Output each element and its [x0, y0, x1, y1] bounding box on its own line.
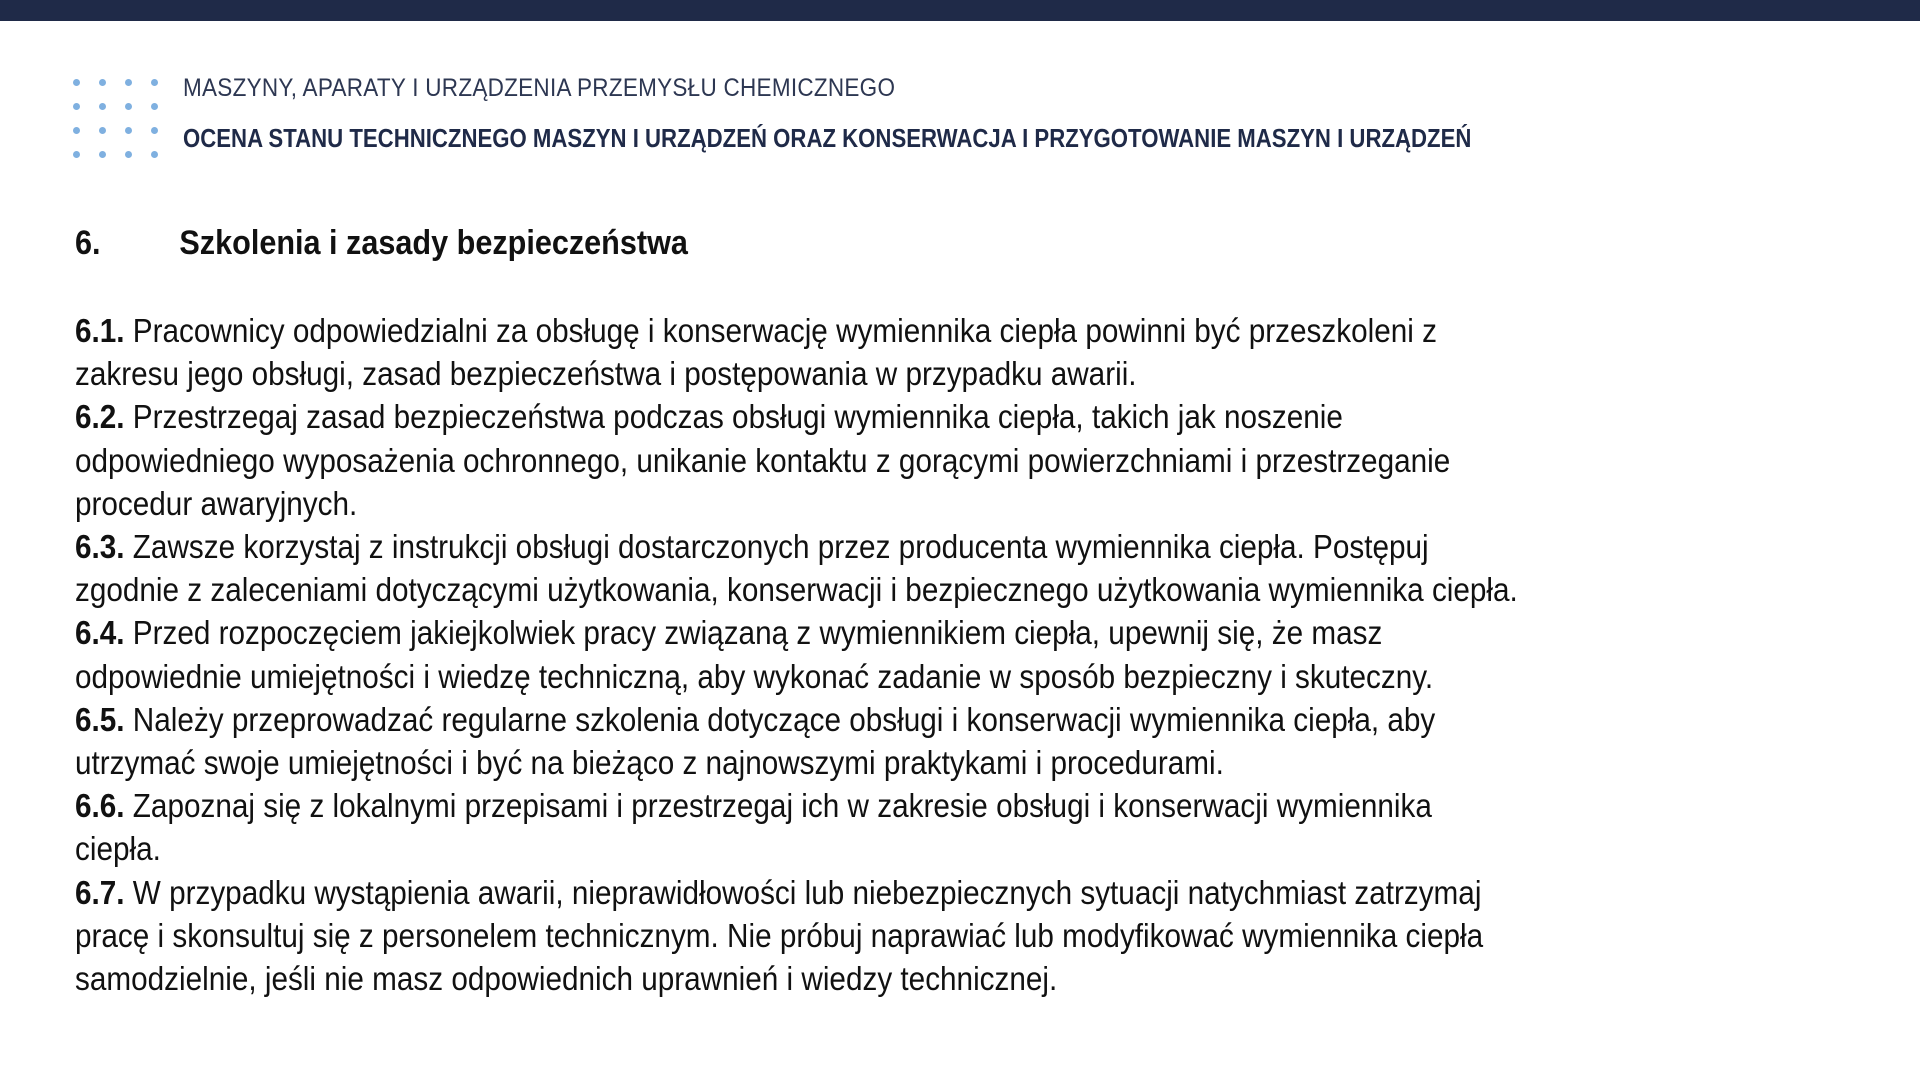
section-number: 6. [75, 224, 101, 262]
decorative-dot-grid-icon [73, 79, 163, 169]
item-text: pracę i skonsultuj się z personelem technicznym. Nie próbuj naprawiać lub modyfikować wymiennika ciepła [75, 916, 1484, 954]
dot [99, 151, 106, 158]
dot [151, 79, 158, 86]
list-item-6-6 [75, 784, 1839, 870]
section-title: Szkolenia i zasady bezpieczeństwa [179, 224, 688, 262]
section-heading [75, 224, 688, 263]
item-text: Przestrzegaj zasad bezpieczeństwa podczas obsługi wymiennika ciepła, takich jak noszenie [124, 398, 1343, 436]
item-number: 6.4. [75, 614, 125, 652]
item-number: 6.1. [75, 312, 125, 349]
dot [125, 79, 132, 86]
course-title: MASZYNY, APARATY I URZĄDZENIA PRZEMYSŁU CHEMICZNEGO [183, 74, 896, 102]
section-body [75, 309, 1839, 1000]
dot [125, 127, 132, 134]
dot [125, 151, 132, 158]
item-text: Zawsze korzystaj z instrukcji obsługi dostarczonych przez producenta wymiennika ciepła. Postępuj [124, 528, 1429, 566]
item-text: Przed rozpoczęciem jakiejkolwiek pracy związaną z wymiennikiem ciepła, upewnij się, że masz [124, 614, 1383, 652]
dot [73, 79, 80, 86]
item-text: W przypadku wystąpienia awarii, nieprawidłowości lub niebezpiecznych sytuacji natychmiast zatrzymaj [124, 873, 1482, 911]
item-number: 6.5. [75, 700, 125, 738]
dot [125, 103, 132, 110]
dot [99, 103, 106, 110]
item-text: Zapoznaj się z lokalnymi przepisami i przestrzegaj ich w zakresie obsługi i konserwacji wymiennika [124, 787, 1432, 825]
item-number: 6.3. [75, 528, 125, 566]
list-item-6-5 [75, 698, 1839, 784]
item-text: odpowiednie umiejętności i wiedzę techniczną, aby wykonać zadanie w sposób bezpieczny i skuteczny. [75, 657, 1434, 695]
item-text: Należy przeprowadzać regularne szkolenia dotyczące obsługi i konserwacji wymiennika ciepła, aby [124, 700, 1436, 738]
dot [151, 127, 158, 134]
item-text: zgodnie z zaleceniami dotyczącymi użytkowania, konserwacji i bezpiecznego użytkowania wymiennika ciepła. [75, 571, 1518, 609]
item-number: 6.2. [75, 398, 125, 436]
list-item-6-4 [75, 611, 1839, 697]
item-text: zakresu jego obsługi, zasad bezpieczeństwa i postępowania w przypadku awarii. [75, 355, 1137, 393]
item-text: Pracownicy odpowiedzialni za obsługę i konserwację wymiennika ciepła powinni być przeszkoleni z [124, 312, 1437, 349]
top-bar [0, 0, 1920, 21]
list-item-6-3 [75, 525, 1839, 611]
dot [151, 151, 158, 158]
dot [99, 127, 106, 134]
dot [99, 79, 106, 86]
item-text: utrzymać swoje umiejętności i być na bieżąco z najnowszymi praktykami i procedurami. [75, 744, 1224, 782]
item-number: 6.7. [75, 873, 125, 911]
item-text: procedur awaryjnych. [75, 484, 358, 522]
item-text: ciepła. [75, 830, 161, 868]
dot [73, 127, 80, 134]
item-text: odpowiedniego wyposażenia ochronnego, unikanie kontaktu z gorącymi powierzchniami i przestrzeganie [75, 441, 1451, 479]
dot [73, 151, 80, 158]
dot [73, 103, 80, 110]
item-text: samodzielnie, jeśli nie masz odpowiednich uprawnień i wiedzy technicznej. [75, 960, 1058, 998]
list-item-6-1 [75, 309, 1839, 395]
module-title: OCENA STANU TECHNICZNEGO MASZYN I URZĄDZEŃ ORAZ KONSERWACJA I PRZYGOTOWANIE MASZYN I URZĄDZEŃ [183, 123, 1472, 153]
item-number: 6.6. [75, 787, 125, 825]
dot [151, 103, 158, 110]
list-item-6-7 [75, 871, 1839, 1001]
list-item-6-2 [75, 395, 1839, 525]
